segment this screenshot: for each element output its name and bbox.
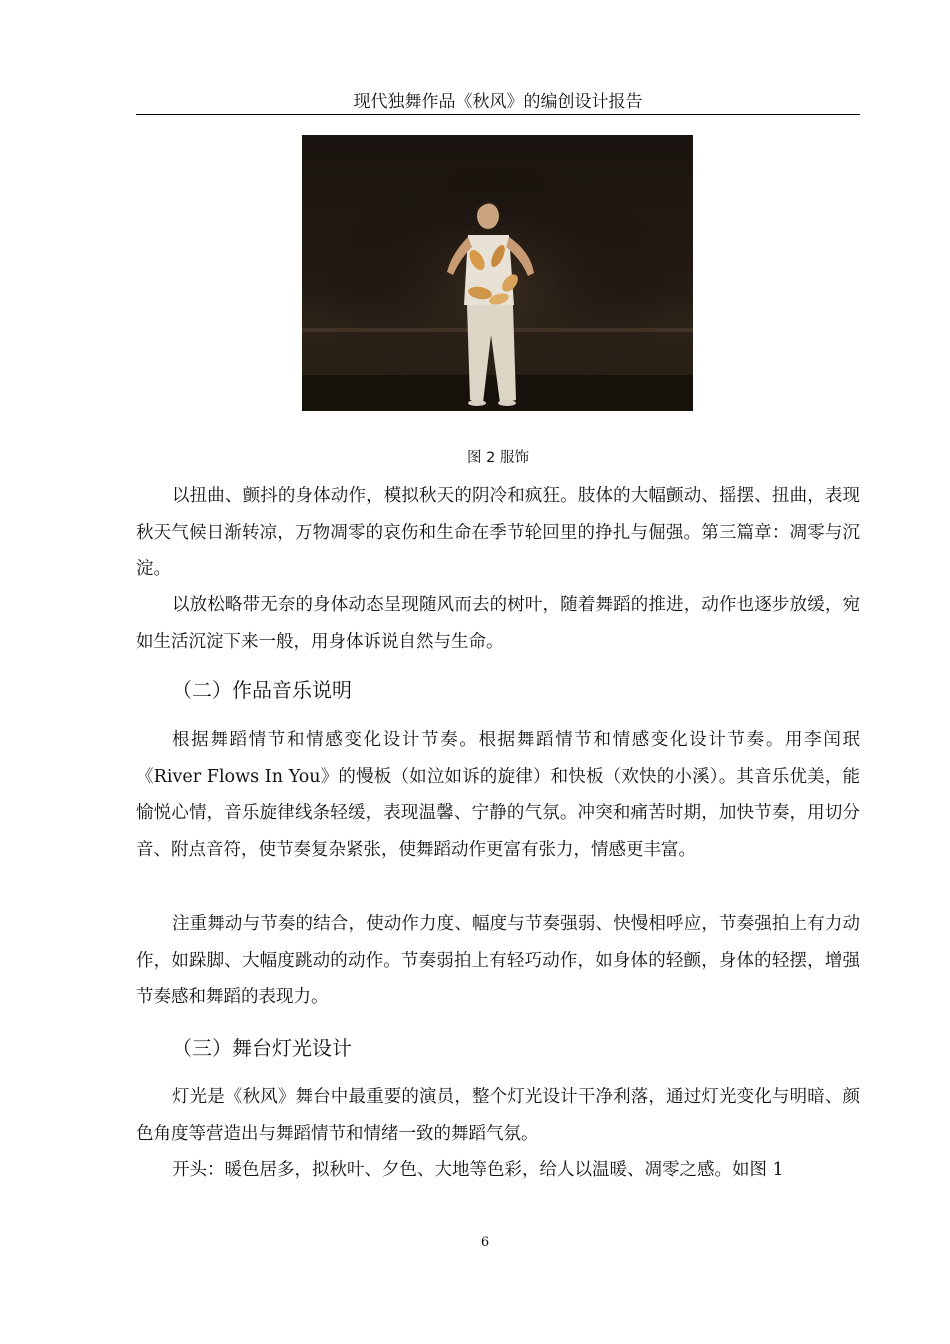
paragraph-3: 根据舞蹈情节和情感变化设计节奏。根据舞蹈情节和情感变化设计节奏。用李闰珉《River Flows In You》的慢板（如泣如诉的旋律）和快板（欢快的小溪）。其音乐优美，能愉悦心情，音乐旋律线条轻缓，表现温馨、宁静的气氛。冲突和痛苦时期，加快节奏，用切分音、附点音符，使节奏复杂紧张，使舞蹈动作更富有张力，情感更丰富。 [136, 730, 860, 860]
paragraph-4: 注重舞动与节奏的结合，使动作力度、幅度与节奏强弱、快慢相呼应，节奏强拍上有力动作，如跺脚、大幅度跳动的动作。节奏弱拍上有轻巧动作，如身体的轻颤，身体的轻摆，增强节奏感和舞蹈的表现力。 [136, 914, 860, 1007]
header-rule [136, 114, 860, 115]
figure-caption: 图 2 服饰 [467, 450, 529, 466]
section-heading-music: （二）作品音乐说明 [172, 678, 352, 702]
running-header: 现代独舞作品《秋风》的编创设计报告 [353, 92, 643, 112]
paragraph-6: 开头：暖色居多，拟秋叶、夕色、大地等色彩，给人以温暖、凋零之感。如图 1 [172, 1160, 784, 1180]
paragraph-1: 以扭曲、颤抖的身体动作，模拟秋天的阴冷和疯狂。肢体的大幅颤动、摇摆、扭曲，表现秋天气候日渐转凉，万物凋零的哀伤和生命在季节轮回里的挣扎与倔强。第三篇章：凋零与沉淀。 [136, 486, 860, 579]
paragraph-2: 以放松略带无奈的身体动态呈现随风而去的树叶，随着舞蹈的推进，动作也逐步放缓，宛如生活沉淀下来一般，用身体诉说自然与生命。 [136, 595, 860, 652]
paragraph-5: 灯光是《秋风》舞台中最重要的演员，整个灯光设计干净利落，通过灯光变化与明暗、颜色角度等营造出与舞蹈情节和情绪一致的舞蹈气氛。 [136, 1087, 860, 1144]
costume-photo [302, 135, 693, 411]
section-heading-lighting: （三）舞台灯光设计 [172, 1036, 352, 1060]
page-number: 6 [480, 1235, 490, 1250]
